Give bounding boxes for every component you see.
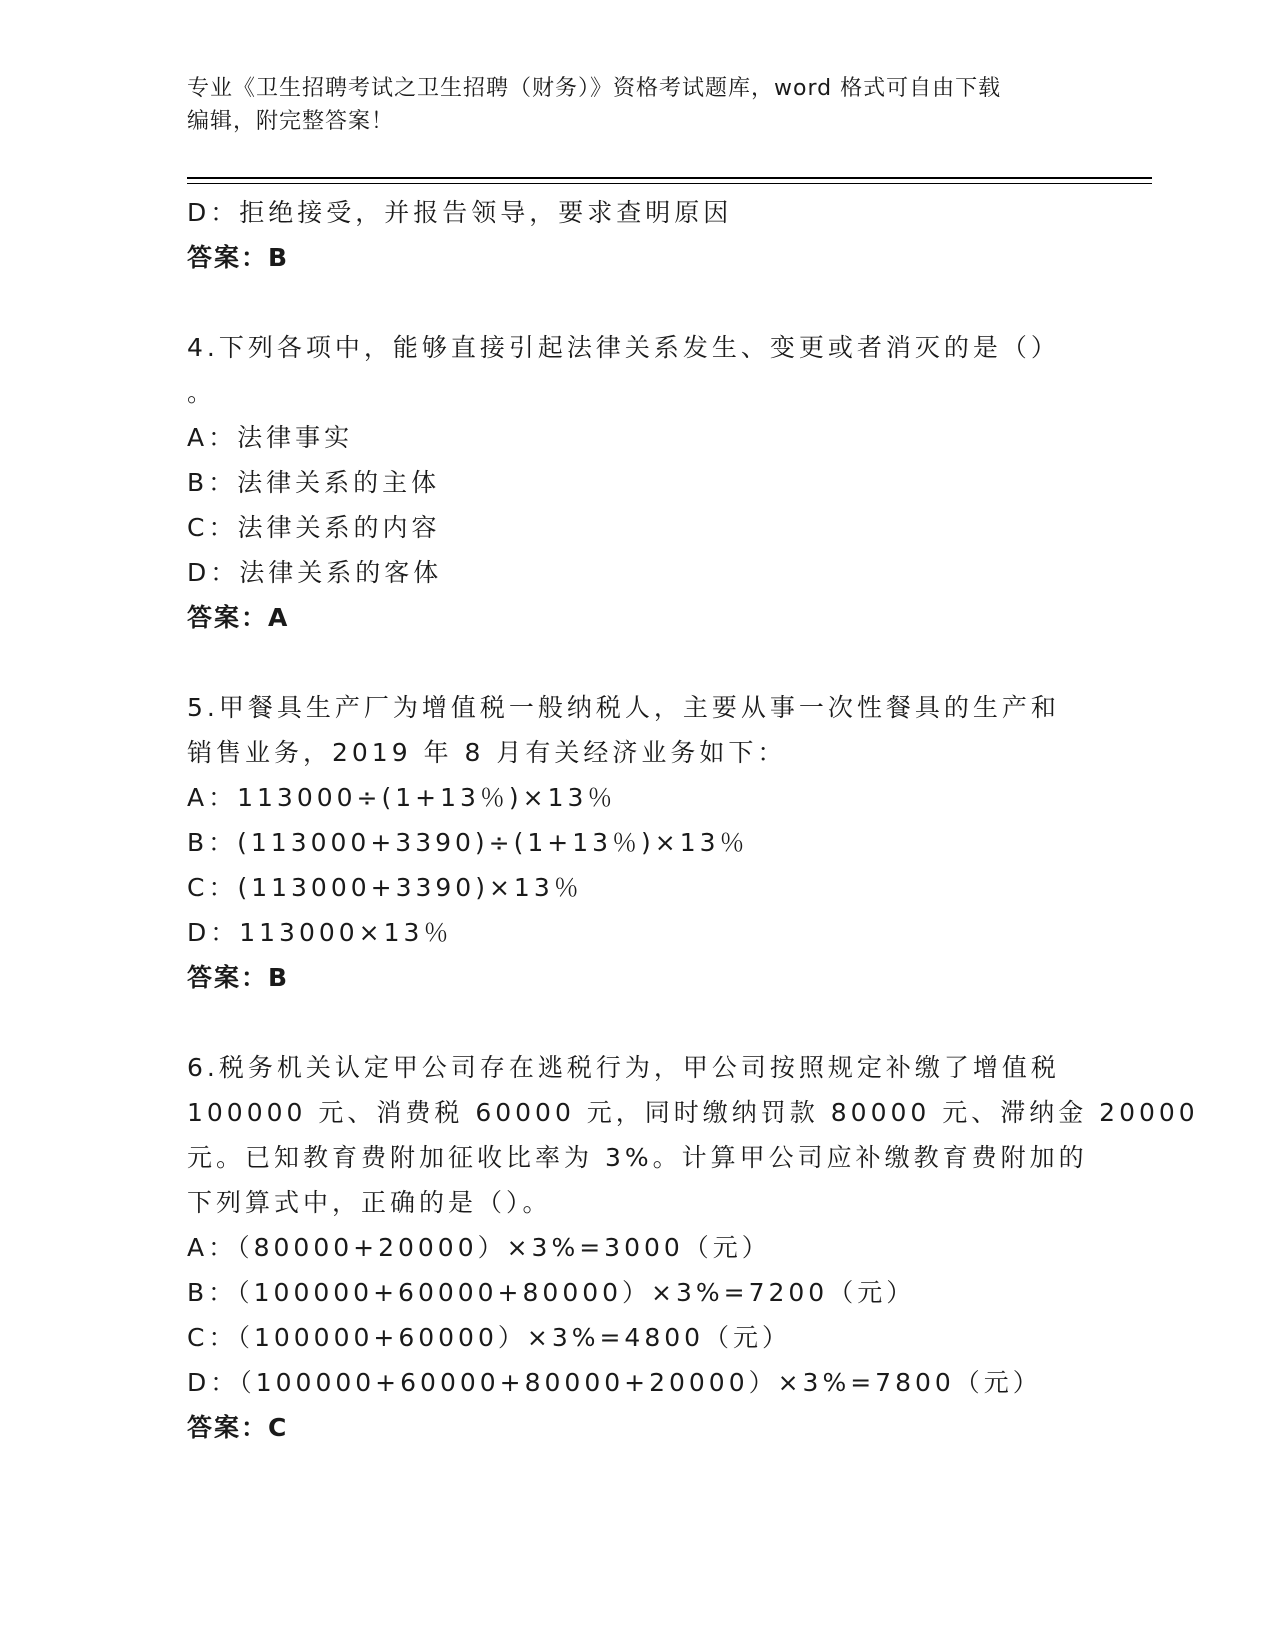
question-5-answer: 答案：B xyxy=(187,963,290,992)
question-5-option-b: B：(113000+3390)÷(1+13％)×13％ xyxy=(187,828,749,857)
question-6-stem-line-3: 元。已知教育费附加征收比率为 3%。计算甲公司应补缴教育费附加的 xyxy=(187,1143,1088,1172)
question-5-stem-line-1: 5.甲餐具生产厂为增值税一般纳税人，主要从事一次性餐具的生产和 xyxy=(187,693,1060,722)
question-4-option-d: D：法律关系的客体 xyxy=(187,558,443,587)
question-4-stem-line-1: 4.下列各项中，能够直接引起法律关系发生、变更或者消灭的是（） xyxy=(187,333,1060,362)
question-4-stem-line-2: 。 xyxy=(187,378,217,407)
question-4 xyxy=(187,325,1067,640)
question-6-answer: 答案：C xyxy=(187,1413,289,1442)
spacer xyxy=(187,1000,1067,1045)
question-3-tail xyxy=(187,190,1067,280)
header-divider-thick xyxy=(187,177,1152,179)
question-6-stem-line-2: 100000 元、消费税 60000 元，同时缴纳罚款 80000 元、滞纳金 20000 xyxy=(187,1098,1199,1127)
header-line-1: 专业《卫生招聘考试之卫生招聘（财务）》资格考试题库，word 格式可自由下载 xyxy=(187,76,1002,101)
question-3-answer: 答案：B xyxy=(187,243,290,272)
question-5-stem-line-2: 销售业务，2019 年 8 月有关经济业务如下： xyxy=(187,738,787,767)
header-divider-thin xyxy=(187,183,1152,184)
question-6-stem-line-4: 下列算式中，正确的是（）。 xyxy=(187,1188,552,1217)
question-4-answer: 答案：A xyxy=(187,603,290,632)
question-6-option-c: C：（100000+60000）×3%=4800（元） xyxy=(187,1323,792,1352)
spacer xyxy=(187,280,1067,325)
question-5-option-a: A：113000÷(1+13％)×13％ xyxy=(187,783,617,812)
question-4-option-a: A：法律事实 xyxy=(187,423,354,452)
question-6-option-b: B：（100000+60000+80000）×3%=7200（元） xyxy=(187,1278,916,1307)
question-5-option-c: C：(113000+3390)×13％ xyxy=(187,873,583,902)
header-line-2: 编辑，附完整答案！ xyxy=(187,109,395,134)
document-header xyxy=(187,72,1087,138)
question-5 xyxy=(187,685,1067,1000)
spacer xyxy=(187,640,1067,685)
question-6-option-d: D：（100000+60000+80000+20000）×3%=7800（元） xyxy=(187,1368,1042,1397)
question-6 xyxy=(187,1045,1199,1450)
question-4-option-b: B：法律关系的主体 xyxy=(187,468,441,497)
question-3-option-d: D：拒绝接受，并报告领导，要求查明原因 xyxy=(187,198,733,227)
question-6-stem-line-1: 6.税务机关认定甲公司存在逃税行为，甲公司按照规定补缴了增值税 xyxy=(187,1053,1060,1082)
question-6-option-a: A：（80000+20000）×3%=3000（元） xyxy=(187,1233,771,1262)
question-5-option-d: D：113000×13％ xyxy=(187,918,453,947)
question-list xyxy=(187,190,1199,1450)
question-4-option-c: C：法律关系的内容 xyxy=(187,513,441,542)
